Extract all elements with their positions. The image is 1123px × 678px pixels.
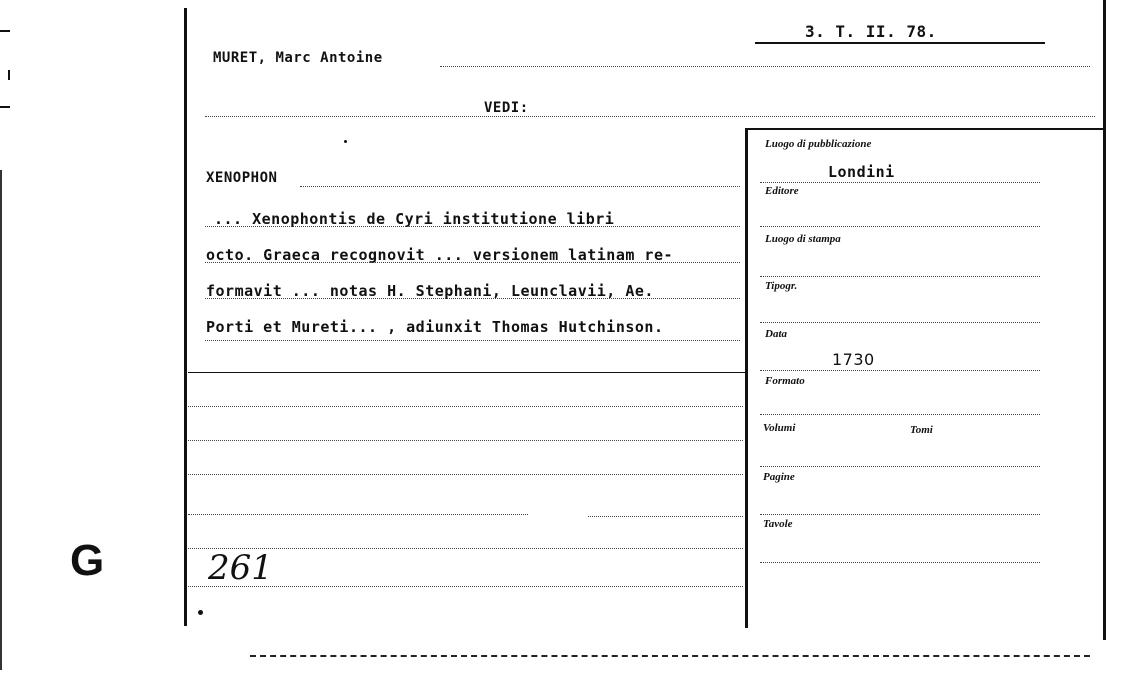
field-label-luogo-stampa: Luogo di stampa (765, 233, 841, 245)
author-name: MURET, Marc Antoine (213, 50, 383, 66)
rule-dotted (188, 474, 743, 475)
rule-dotted (205, 340, 740, 341)
margin-tick (8, 70, 10, 80)
ink-dot (344, 140, 347, 143)
card-left-border (184, 8, 187, 626)
description-line-1: ... Xenophontis de Cyri institutione libri (214, 210, 615, 228)
card-bottom-edge (250, 655, 1090, 657)
rule-dotted (760, 514, 1040, 515)
rule-dotted (760, 562, 1040, 563)
rule-dotted (205, 226, 740, 227)
field-value-data: 1730 (832, 350, 875, 369)
field-label-tomi: Tomi (910, 424, 933, 436)
rule-dotted (440, 66, 1090, 67)
rule-dotted (588, 516, 743, 517)
see-label: VEDI: (484, 100, 529, 116)
field-label-data: Data (765, 328, 787, 340)
field-label-pagine: Pagine (763, 471, 795, 483)
ink-dot (198, 610, 203, 615)
rule-dotted (188, 440, 743, 441)
field-label-tavole: Tavole (763, 518, 793, 530)
panel-divider (745, 128, 748, 628)
rule-dotted (300, 186, 740, 187)
margin-tick (0, 106, 10, 108)
field-label-editore: Editore (765, 185, 799, 197)
rule-dotted (205, 116, 1095, 117)
rule-dotted (760, 226, 1040, 227)
rule-solid (188, 372, 745, 373)
rule-dotted (760, 414, 1040, 415)
shelfmark: 3. T. II. 78. (805, 22, 937, 41)
rule-dotted (760, 466, 1040, 467)
field-label-tipografo: Tipogr. (765, 280, 798, 292)
rule-dotted (760, 322, 1040, 323)
rule-dotted (760, 182, 1040, 183)
card-right-border (1103, 0, 1106, 640)
margin-edge (0, 170, 2, 670)
field-label-luogo-pubblicazione: Luogo di pubblicazione (765, 138, 872, 150)
shelfmark-underline (755, 42, 1045, 44)
description-line-2: octo. Graeca recognovit ... versionem latinam re- (206, 246, 674, 264)
rule-dotted (188, 514, 528, 515)
margin-letter: G (70, 536, 105, 585)
heading: XENOPHON (206, 170, 278, 186)
rule-dotted (188, 406, 743, 407)
field-label-volumi: Volumi (763, 422, 796, 434)
rule-dotted (205, 298, 740, 299)
rule-dotted (760, 276, 1040, 277)
handwritten-number: 261 (208, 548, 273, 588)
rule-dotted (760, 370, 1040, 371)
rule-dotted (205, 262, 740, 263)
field-value-luogo-pubblicazione: Londini (828, 163, 895, 181)
panel-top-border (745, 128, 1105, 130)
description-line-4: Porti et Mureti... , adiunxit Thomas Hutchinson. (206, 318, 664, 336)
field-label-formato: Formato (765, 375, 805, 387)
description-line-3: formavit ... notas H. Stephani, Leunclavii, Ae. (206, 282, 654, 300)
margin-tick (0, 30, 10, 32)
